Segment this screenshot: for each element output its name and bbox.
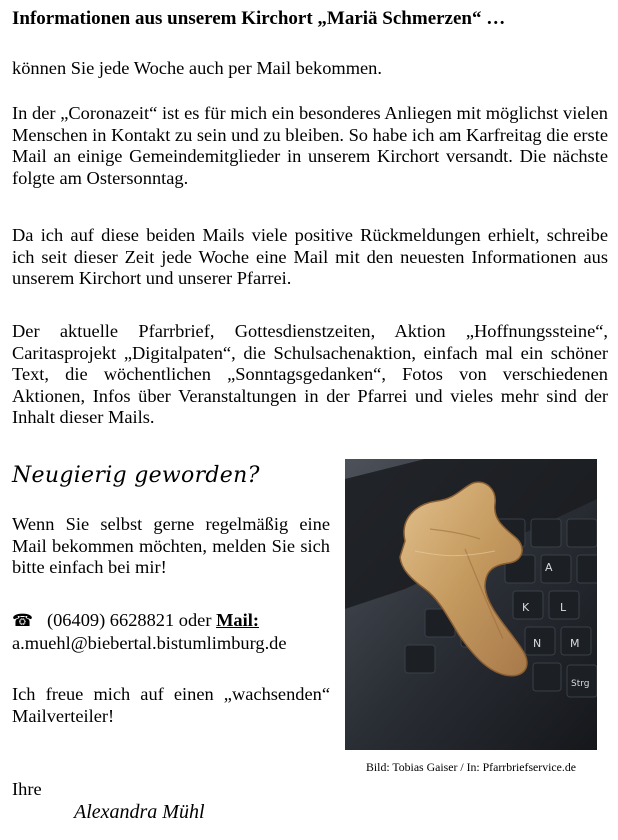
key-k-label: K — [522, 601, 530, 614]
wooden-cross-photo — [345, 459, 597, 750]
email-link[interactable]: a.muehl@biebertal.bistumlimburg.de — [12, 632, 287, 653]
mail-label: Mail: — [216, 610, 259, 630]
key-strg-label: Strg — [571, 679, 590, 689]
signature-name: Alexandra Mühl — [74, 801, 205, 823]
contact-block — [12, 610, 330, 654]
closing-greeting: Ihre — [12, 779, 42, 799]
curious-heading: Neugierig geworden? — [12, 463, 260, 488]
phone-number: (06409) 6628821 oder — [46, 610, 212, 630]
feedback-paragraph: Da ich auf diese beiden Mails viele positive Rückmeldungen erhielt, schreibe ich seit dieser Zeit jede Woche eine Mail mit den neuesten Informationen aus unserem Kirchort und unserer Pfarrei. — [12, 225, 608, 289]
telephone-icon: ☎ — [12, 611, 34, 631]
key-n-label: N — [533, 637, 542, 650]
coronazeit-paragraph: In der „Coronazeit“ ist es für mich ein besonderes Anliegen mit möglichst vielen Menschen in Kontakt zu sein und zu bleiben. So habe ich am Karfreitag die erste Mail an einige Gemeindemitglieder in unserem Kirchort versandt. Die nächste folgte am Ostersonntag. — [12, 103, 608, 188]
photo-credit: Bild: Tobias Gaiser / In: Pfarrbriefservice.de — [366, 760, 576, 774]
key-a-label: A — [545, 561, 553, 574]
content-paragraph: Der aktuelle Pfarrbrief, Gottesdienstzeiten, Aktion „Hoffnungssteine“, Caritasprojekt „Digitalpaten“, die Schulsachenaktion, einfach mal ein schöner Text, die wöchentlichen „Sonntagsgedanken“, Fotos von verschiedenen Aktionen, Infos über Veranstaltungen in der Pfarrei und vieles mehr sind der Inhalt dieser Mails. — [12, 321, 608, 428]
key-m-label: M — [570, 637, 580, 650]
mailing-list-text: Ich freue mich auf einen „wachsenden“ Mailverteiler! — [12, 684, 330, 726]
key-l-label: L — [560, 601, 567, 614]
subscribe-text: Wenn Sie selbst gerne regelmäßig eine Mail bekommen möchten, melden Sie sich bitte einfach bei mir! — [12, 514, 330, 578]
intro-paragraph: können Sie jede Woche auch per Mail bekommen. — [12, 58, 382, 78]
page-title: Informationen aus unserem Kirchort „Mariä Schmerzen“ … — [12, 8, 506, 29]
